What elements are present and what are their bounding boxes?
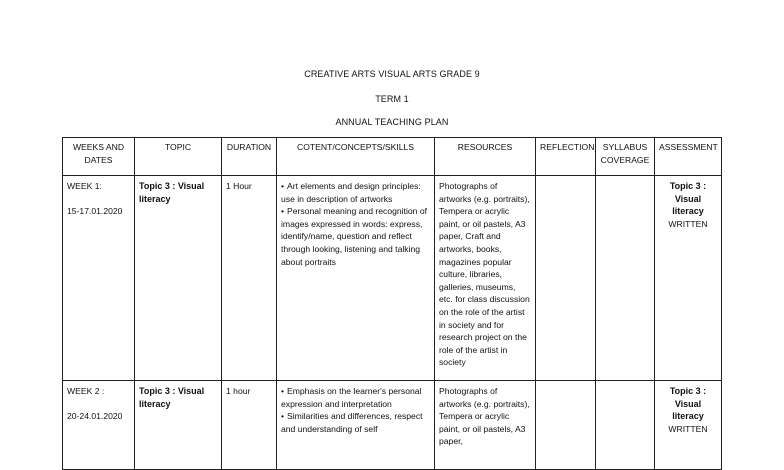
table-header-row bbox=[63, 138, 722, 176]
col-header-content: COTENT/CONCEPTS/SKILLS bbox=[277, 138, 435, 176]
topic-text: Topic 3 : Visual literacy bbox=[139, 386, 205, 409]
assessment-topic: Topic 3 : Visual literacy bbox=[669, 386, 707, 422]
content-bullet: • Personal meaning and recognition of images expressed in words: express, identify/name, question and reflect through looking, listening and talking about portraits bbox=[281, 205, 430, 268]
content-bullet: • Emphasis on the learner's personal expression and interpretation bbox=[281, 385, 430, 410]
assessment-topic: Topic 3 : Visual literacy bbox=[669, 181, 707, 217]
duration-cell bbox=[222, 381, 277, 470]
content-cell bbox=[277, 176, 435, 381]
week-dates: 15-17.01.2020 bbox=[67, 205, 123, 216]
reflection-cell bbox=[536, 176, 596, 381]
duration-cell bbox=[222, 176, 277, 381]
week-cell bbox=[63, 381, 135, 470]
topic-cell bbox=[135, 176, 222, 381]
topic-text: Topic 3 : Visual literacy bbox=[139, 181, 205, 204]
assessment-cell bbox=[655, 176, 722, 381]
assessment-cell bbox=[655, 381, 722, 470]
table-row bbox=[63, 381, 722, 470]
week-dates: 20-24.01.2020 bbox=[67, 410, 123, 421]
resources-cell bbox=[435, 176, 536, 381]
col-header-duration: DURATION bbox=[222, 138, 277, 176]
week-label: WEEK 2 : bbox=[67, 386, 105, 396]
week-label: WEEK 1: bbox=[67, 181, 102, 191]
week-cell bbox=[63, 176, 135, 381]
term-label: TERM 1 bbox=[375, 94, 409, 104]
topic-cell bbox=[135, 381, 222, 470]
plan-label: ANNUAL TEACHING PLAN bbox=[335, 117, 449, 127]
resources-cell bbox=[435, 381, 536, 470]
content-bullet: • Art elements and design principles: use in description of artworks bbox=[281, 180, 430, 205]
resources-text: Photographs of artworks (e.g. portraits), Tempera or acrylic paint, or oil pastels, A3 paper, Craft and artworks, books, magazines popular culture, libraries, galleries, museums, etc. for class discussion on the role of the artist in society and for research project on the role of the artist in society bbox=[439, 181, 530, 368]
col-header-weeks: WEEKS AND DATES bbox=[63, 138, 135, 176]
document-title: CREATIVE ARTS VISUAL ARTS GRADE 9 bbox=[304, 69, 480, 79]
duration-text: 1 hour bbox=[226, 386, 251, 396]
teaching-plan-table bbox=[62, 137, 722, 470]
coverage-cell bbox=[596, 176, 655, 381]
col-header-resources: RESOURCES bbox=[435, 138, 536, 176]
resources-text: Photographs of artworks (e.g. portraits), Tempera or acrylic paint, or oil pastels, A3 paper, bbox=[439, 386, 530, 447]
col-header-topic: TOPIC bbox=[135, 138, 222, 176]
col-header-assessment: ASSESSMENT bbox=[655, 138, 722, 176]
coverage-cell bbox=[596, 381, 655, 470]
content-bullet: • Similarities and differences, respect and understanding of self bbox=[281, 410, 430, 435]
reflection-cell bbox=[536, 381, 596, 470]
col-header-coverage: SYLLABUS COVERAGE bbox=[596, 138, 655, 176]
table-row bbox=[63, 176, 722, 381]
assessment-type: WRITTEN bbox=[668, 218, 708, 229]
assessment-type: WRITTEN bbox=[668, 423, 708, 434]
content-cell bbox=[277, 381, 435, 470]
duration-text: 1 Hour bbox=[226, 181, 252, 191]
col-header-reflection: REFLECTION bbox=[536, 138, 596, 176]
